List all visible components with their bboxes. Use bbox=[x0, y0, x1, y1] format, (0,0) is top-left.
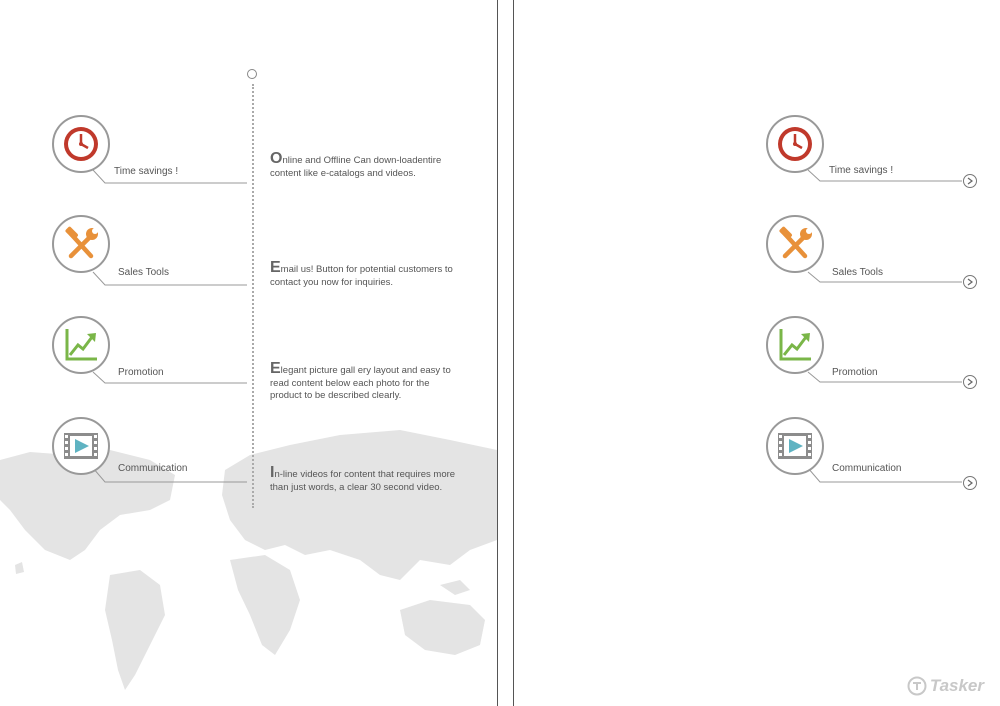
feature-desc-communication: In-line videos for content that requires more than just words, a clear 30 second video. bbox=[270, 464, 456, 493]
growth-chart-icon bbox=[61, 325, 101, 365]
chevron-right-icon bbox=[966, 177, 974, 185]
promotion-icon-circle bbox=[52, 316, 110, 374]
tasker-logo-icon bbox=[907, 676, 927, 696]
communication-icon-circle-right bbox=[766, 417, 824, 475]
time-savings-icon-circle-right bbox=[766, 115, 824, 173]
right-connector-lines bbox=[514, 0, 1000, 706]
feature-label-communication: Communication bbox=[118, 463, 188, 474]
chevron-right-icon bbox=[966, 378, 974, 386]
left-page bbox=[0, 0, 498, 706]
feature-label-promotion: Promotion bbox=[118, 367, 164, 378]
watermark-text: Tasker bbox=[929, 676, 984, 695]
growth-chart-icon bbox=[775, 325, 815, 365]
video-play-icon bbox=[775, 426, 815, 466]
feature-desc-promotion: Elegant picture gall ery layout and easy to read content below each photo for the product to be described clearly. bbox=[270, 360, 451, 401]
feature-label-sales-tools-right: Sales Tools bbox=[832, 267, 883, 278]
chevron-right-icon bbox=[966, 278, 974, 286]
feature-label-communication-right: Communication bbox=[832, 463, 902, 474]
next-button-sales-tools[interactable] bbox=[963, 275, 977, 289]
right-page bbox=[513, 0, 1000, 706]
video-play-icon bbox=[61, 426, 101, 466]
chevron-right-icon bbox=[966, 479, 974, 487]
next-button-communication[interactable] bbox=[963, 476, 977, 490]
next-button-time-savings[interactable] bbox=[963, 174, 977, 188]
clock-icon bbox=[775, 124, 815, 164]
clock-icon bbox=[61, 124, 101, 164]
feature-label-time-savings: Time savings ! bbox=[114, 166, 179, 177]
feature-desc-sales-tools: Email us! Button for potential customers to contact you now for inquiries. bbox=[270, 259, 453, 288]
tools-icon bbox=[775, 224, 815, 264]
time-savings-icon-circle bbox=[52, 115, 110, 173]
tasker-watermark bbox=[907, 676, 984, 696]
feature-label-sales-tools: Sales Tools bbox=[118, 267, 169, 278]
next-button-promotion[interactable] bbox=[963, 375, 977, 389]
tools-icon bbox=[61, 224, 101, 264]
sales-tools-icon-circle-right bbox=[766, 215, 824, 273]
communication-icon-circle bbox=[52, 417, 110, 475]
feature-label-promotion-right: Promotion bbox=[832, 367, 878, 378]
feature-desc-time-savings: Online and Offline Can down-loadentire content like e-catalogs and videos. bbox=[270, 150, 442, 179]
promotion-icon-circle-right bbox=[766, 316, 824, 374]
feature-label-time-savings-right: Time savings ! bbox=[829, 165, 894, 176]
sales-tools-icon-circle bbox=[52, 215, 110, 273]
